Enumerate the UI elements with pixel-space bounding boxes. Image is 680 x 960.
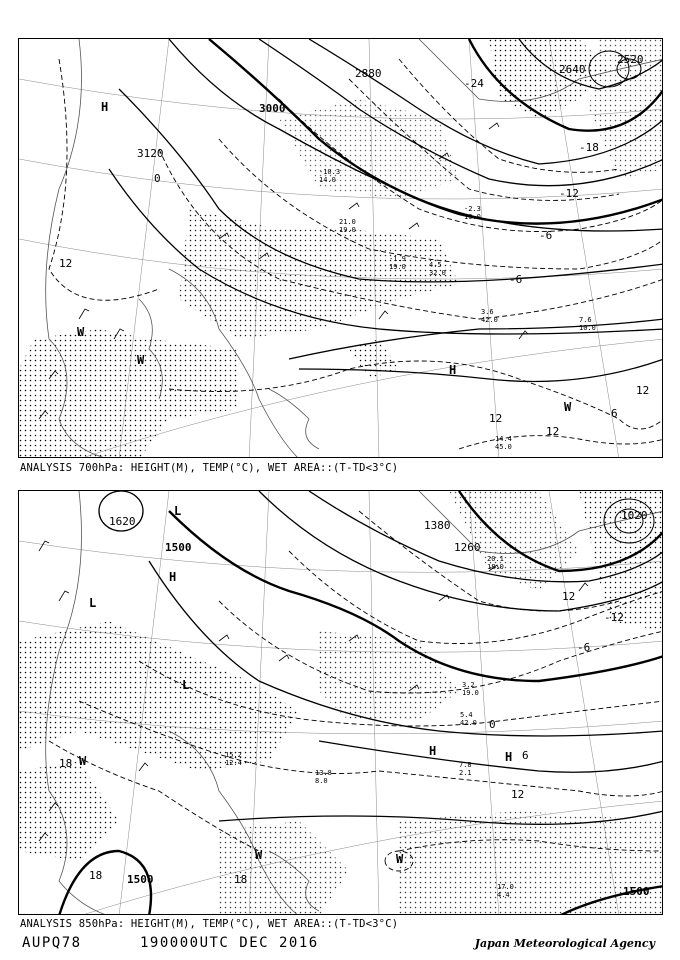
low-pressure-marker: L (174, 504, 182, 518)
station-report (459, 761, 472, 777)
warm-marker: W (564, 400, 572, 414)
temp-label: -6 (509, 273, 523, 286)
temp-label: 12 (59, 257, 73, 270)
high-pressure-marker: H (505, 750, 513, 764)
svg-text:32.0: 32.0 (429, 269, 446, 277)
high-pressure-marker: H (449, 363, 457, 377)
station-report (481, 308, 498, 324)
temp-label: 12 (546, 425, 560, 438)
valid-time: 190000UTC DEC 2016 (140, 935, 319, 951)
temp-label: -12 (604, 611, 624, 624)
svg-text:14.4: 14.4 (495, 435, 512, 443)
svg-text:7.8: 7.8 (459, 761, 472, 769)
temp-label: -12 (559, 187, 579, 200)
temp-label: -6 (577, 641, 591, 654)
warm-marker: W (396, 852, 404, 866)
svg-text:7.6: 7.6 (579, 316, 592, 324)
height-label: 1260 (454, 541, 481, 554)
svg-text:17.0: 17.0 (497, 883, 514, 891)
svg-text:-1.9: -1.9 (389, 255, 406, 263)
temp-label: -6 (539, 229, 553, 242)
svg-text:3.6: 3.6 (481, 308, 494, 316)
map-caption-700hpa: ANALYSIS 700hPa: HEIGHT(M), TEMP(°C), WET AREA::(T-TD<3°C) (20, 462, 399, 474)
height-label: 1380 (424, 519, 451, 532)
wet-area-700 (19, 39, 663, 458)
station-report (579, 316, 596, 332)
temp-label: 18 (234, 873, 248, 886)
station-report (460, 711, 477, 727)
station-report (339, 218, 356, 234)
warm-marker: W (255, 848, 263, 862)
map-panel-850hpa (18, 490, 663, 915)
warm-marker: W (77, 325, 85, 339)
height-label: 1500 (623, 885, 650, 898)
svg-text:18.0: 18.0 (487, 563, 504, 571)
station-report (389, 255, 406, 271)
height-label: 2520 (617, 53, 644, 66)
temp-label: -24 (464, 77, 484, 90)
svg-text:13.8: 13.8 (315, 769, 332, 777)
svg-text:4.4: 4.4 (497, 891, 510, 899)
high-pressure-marker: H (169, 570, 177, 584)
height-label: 1020 (621, 509, 648, 522)
high-pressure-marker: H (429, 744, 437, 758)
agency-name: Japan Meteorological Agency (474, 937, 655, 950)
svg-text:42.0: 42.0 (481, 316, 498, 324)
svg-text:42.0: 42.0 (460, 719, 477, 727)
station-report (315, 769, 332, 785)
map-700hpa (19, 39, 663, 458)
map-850hpa (19, 491, 663, 915)
station-report (464, 205, 481, 221)
height-label: 3120 (137, 147, 164, 160)
svg-text:19.0: 19.0 (462, 689, 479, 697)
height-label: 2640 (559, 63, 586, 76)
svg-text:15.2: 15.2 (225, 751, 242, 759)
height-label: 1500 (165, 541, 192, 554)
station-report (225, 751, 242, 767)
temp-label: 12 (511, 788, 525, 801)
warm-marker: W (137, 353, 145, 367)
map-caption-850hpa: ANALYSIS 850hPa: HEIGHT(M), TEMP(°C), WET AREA::(T-TD<3°C) (20, 918, 399, 930)
temp-label: -18 (579, 141, 599, 154)
svg-text:8.0: 8.0 (315, 777, 328, 785)
svg-text:14.0: 14.0 (319, 176, 336, 184)
height-label: 1620 (109, 515, 136, 528)
station-report (495, 435, 512, 451)
station-report (462, 681, 479, 697)
svg-text:3.2: 3.2 (462, 681, 475, 689)
svg-text:-10.3: -10.3 (319, 168, 341, 176)
svg-text:10.0: 10.0 (579, 324, 596, 332)
station-report (487, 555, 504, 571)
temp-label: 12 (562, 590, 576, 603)
svg-text:12.4: 12.4 (225, 759, 242, 767)
svg-text:19.0: 19.0 (464, 213, 481, 221)
svg-text:4.5: 4.5 (429, 261, 442, 269)
temp-label: 12 (489, 412, 503, 425)
svg-text:19.0: 19.0 (389, 263, 406, 271)
chart-code: AUPQ78 (22, 935, 82, 951)
high-pressure-marker: H (101, 100, 109, 114)
temp-label: 6 (611, 407, 618, 420)
temp-label: 0 (489, 718, 496, 731)
svg-text:45.0: 45.0 (495, 443, 512, 451)
svg-text:2.1: 2.1 (459, 769, 472, 777)
svg-text:19.0: 19.0 (339, 226, 356, 234)
svg-text:21.0: 21.0 (339, 218, 356, 226)
temp-label: 18 (89, 869, 103, 882)
svg-text:5.4: 5.4 (460, 711, 473, 719)
temp-label: 6 (522, 749, 529, 762)
temp-label: 18 (59, 757, 73, 770)
temp-label: 12 (636, 384, 650, 397)
height-label: 3000 (259, 102, 286, 115)
warm-marker: W (79, 754, 87, 768)
svg-text:20.1: 20.1 (487, 555, 504, 563)
temp-label: 0 (154, 172, 161, 185)
svg-text:-2.3: -2.3 (464, 205, 481, 213)
height-label: 2880 (355, 67, 382, 80)
map-panel-700hpa (18, 38, 663, 458)
height-label: 1500 (127, 873, 154, 886)
low-pressure-marker: L (89, 596, 97, 610)
low-pressure-marker: L (182, 678, 190, 692)
